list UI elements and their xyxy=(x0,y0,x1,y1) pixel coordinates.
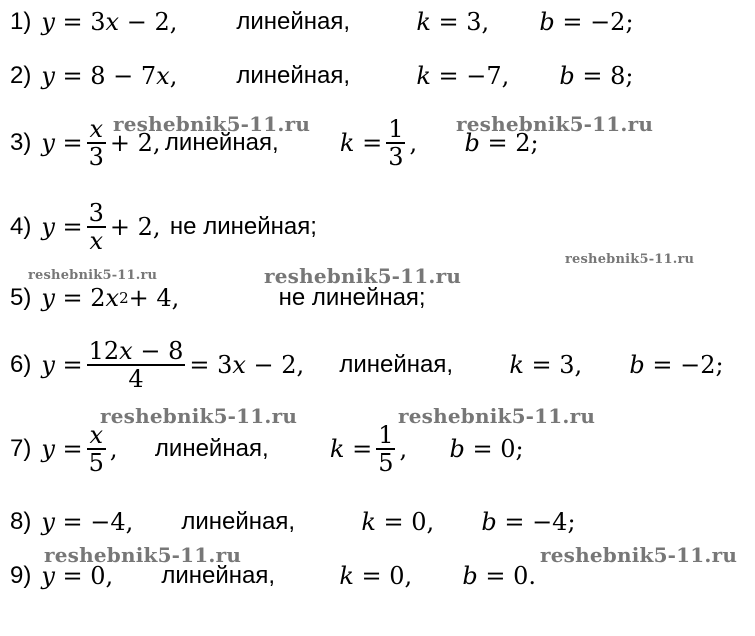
classification: линейная, xyxy=(181,508,296,535)
k-value: 𝑘 = 3, xyxy=(416,8,490,36)
denominator: 4 xyxy=(128,365,144,394)
numerator: 3 xyxy=(88,199,104,227)
equation: 𝑦 = 2𝑥 xyxy=(41,284,120,312)
denominator: 3 xyxy=(88,143,104,172)
k-lhs: 𝑘 = xyxy=(329,435,373,464)
k-value: 𝑘 = 0, xyxy=(339,562,413,590)
equation-lhs: 𝑦 = xyxy=(41,351,83,380)
solution-row-7 xyxy=(10,422,524,477)
denominator: 3 xyxy=(388,143,404,172)
watermark: reshebnik5-11.ru xyxy=(28,268,158,283)
row-number: 5) xyxy=(10,284,32,311)
equation: 𝑦 = 0, xyxy=(41,562,114,590)
watermark: reshebnik5-11.ru xyxy=(44,543,242,567)
solution-row-2 xyxy=(10,62,633,90)
watermark: reshebnik5-11.ru xyxy=(113,112,311,136)
classification: линейная, xyxy=(236,62,351,89)
watermark: reshebnik5-11.ru xyxy=(264,264,462,288)
denominator: 5 xyxy=(88,449,104,478)
k-value: 𝑘 = −7, xyxy=(416,62,510,90)
watermark: reshebnik5-11.ru xyxy=(456,112,654,136)
classification: не линейная; xyxy=(169,213,317,241)
solution-row-6 xyxy=(10,338,724,393)
classification: линейная, xyxy=(154,435,269,463)
equation-lhs: 𝑦 = xyxy=(41,213,83,242)
solution-row-5 xyxy=(10,284,426,312)
classification: линейная, xyxy=(339,351,454,379)
b-value: 𝑏 = −2; xyxy=(539,8,634,36)
numerator: 1 xyxy=(378,421,394,449)
row-number: 7) xyxy=(10,435,32,463)
classification: линейная, xyxy=(236,8,351,35)
exponent: 2 xyxy=(119,289,129,307)
b-value: 𝑏 = 0; xyxy=(449,435,524,464)
watermark: reshebnik5-11.ru xyxy=(565,252,695,267)
equation: 𝑦 = 3𝑥 − 2, xyxy=(41,8,178,36)
row-number: 9) xyxy=(10,562,32,589)
row-number: 6) xyxy=(10,351,32,379)
row-number: 1) xyxy=(10,8,32,35)
fraction xyxy=(376,422,395,477)
fraction xyxy=(87,338,186,393)
numerator: 1 xyxy=(388,115,404,143)
b-value: 𝑏 = 8; xyxy=(559,62,634,90)
watermark: reshebnik5-11.ru xyxy=(398,404,596,428)
classification: линейная, xyxy=(164,129,279,157)
row-number: 8) xyxy=(10,508,32,535)
solution-row-1 xyxy=(10,8,634,36)
equation-lhs: 𝑦 = xyxy=(41,435,83,464)
equation-lhs: 𝑦 = xyxy=(41,129,83,158)
b-value: 𝑏 = 2; xyxy=(464,129,539,158)
k-suffix: , xyxy=(409,129,418,158)
equation-rhs: + 2, xyxy=(109,129,161,158)
row-number: 2) xyxy=(10,62,32,89)
numerator: 𝑥 xyxy=(89,115,104,143)
equation-rhs: + 2, xyxy=(109,213,161,242)
numerator: 𝑥 xyxy=(89,421,104,449)
solution-row-4 xyxy=(10,200,317,255)
b-value: 𝑏 = −4; xyxy=(481,508,576,536)
row-number: 3) xyxy=(10,129,32,157)
fraction xyxy=(386,116,405,171)
watermark: reshebnik5-11.ru xyxy=(100,404,298,428)
equation-rhs: = 3𝑥 − 2, xyxy=(189,351,305,380)
fraction xyxy=(87,116,106,171)
equation: 𝑦 = −4, xyxy=(41,508,134,536)
b-value: 𝑏 = −2; xyxy=(629,351,724,380)
classification: линейная, xyxy=(161,562,276,589)
equation: 𝑦 = 8 − 7𝑥, xyxy=(41,62,178,90)
k-lhs: 𝑘 = xyxy=(339,129,383,158)
denominator: 𝑥 xyxy=(89,227,104,256)
b-value: 𝑏 = 0. xyxy=(462,562,536,590)
fraction xyxy=(87,422,106,477)
fraction xyxy=(87,200,106,255)
denominator: 5 xyxy=(378,449,394,478)
classification: не линейная; xyxy=(278,284,426,311)
k-value: 𝑘 = 3, xyxy=(509,351,583,380)
equation-rhs: + 4, xyxy=(128,284,180,312)
row-number: 4) xyxy=(10,213,32,241)
k-suffix: , xyxy=(399,435,408,464)
watermark: reshebnik5-11.ru xyxy=(540,543,738,567)
solution-row-8 xyxy=(10,508,576,536)
equation-rhs: , xyxy=(109,435,118,464)
k-value: 𝑘 = 0, xyxy=(361,508,435,536)
numerator: 12𝑥 − 8 xyxy=(88,337,184,365)
